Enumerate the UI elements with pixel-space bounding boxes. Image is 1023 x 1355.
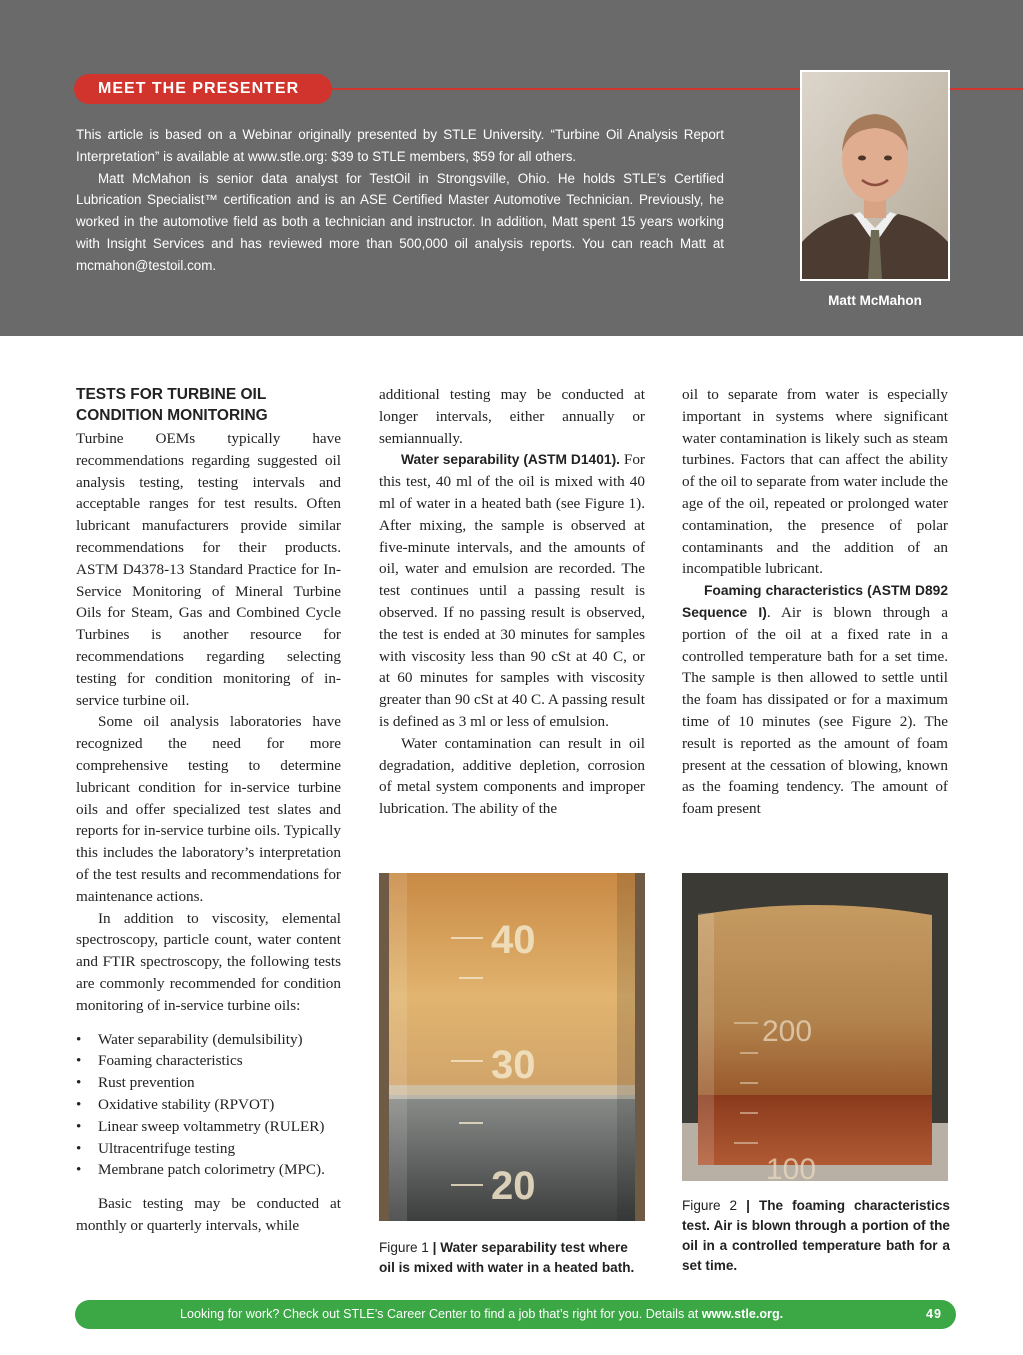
graduation-mark: 200	[762, 1015, 813, 1048]
column-2	[379, 384, 645, 820]
caption-text: Water separability test where oil is mixed with water in a heated bath.	[379, 1240, 635, 1275]
paragraph: In addition to viscosity, elemental spectroscopy, particle count, water content and FTIR spectroscopy, the following tests are commonly recommended for condition monitoring of in-service turbine oils:	[76, 909, 341, 1014]
column-3	[682, 384, 948, 820]
footer-text: Looking for work? Check out STLE’s Career Center to find a job that’s right for you. Details at	[180, 1307, 702, 1321]
presenter-intro	[76, 124, 724, 277]
paragraph: Basic testing may be conducted at monthly or quarterly intervals, while	[76, 1195, 341, 1234]
section-heading: TESTS FOR TURBINE OIL CONDITION MONITORING	[76, 386, 268, 424]
water-separability-image	[379, 873, 645, 1221]
portrait-image	[802, 72, 948, 279]
figure-label: Figure 2	[682, 1198, 738, 1213]
column-1	[76, 384, 341, 1237]
paragraph-text: . Air is blown through a portion of the oil at a fixed rate in a controlled temperature bath for a set time. The sample is then allowed to settle until the foam has dissipated or for a maximum time of 10 minutes (see Figure 2). The result is reported as the amount of foam present at the cessation of blowing, known as the foaming tendency. The amount of foam present	[682, 603, 948, 818]
subsection-heading: Water separability (ASTM D1401).	[401, 452, 621, 468]
figure-1-caption	[379, 1238, 647, 1278]
paragraph: Turbine OEMs typically have recommendations regarding suggested oil analysis testing, testing intervals and acceptable ranges for test results. Often lubricant manufacturers provide similar recommendations for their products. ASTM D4378-13 Standard Practice for In-Service Monitoring of Mineral Turbine Oils for Steam, Gas and Combined Cycle Turbines is another resource for recommendations regarding selecting testing for condition monitoring of in-service turbine oil.	[76, 430, 341, 709]
footer-link[interactable]: www.stle.org.	[701, 1307, 784, 1321]
list-item: • Membrane patch colorimetry (MPC).	[76, 1159, 341, 1181]
test-list	[76, 1029, 341, 1182]
graduation-mark: 40	[491, 918, 536, 962]
page-number: 49	[925, 1307, 942, 1321]
caption-separator: |	[746, 1198, 750, 1213]
paragraph	[379, 449, 645, 732]
list-item: • Ultracentrifuge testing	[76, 1138, 341, 1160]
foaming-test-image	[682, 873, 948, 1181]
paragraph: oil to separate from water is especially important in systems where significant water contamination is likely such as steam turbines. Factors that can affect the ability of the oil to separate from water include the age of the oil, repeated or prolonged water contamination, the presence of polar contaminants and the addition of an incompatible lubricant.	[682, 386, 948, 578]
paragraph: Some oil analysis laboratories have recognized the need for more comprehensive testing to determine lubricant condition for in-service turbine oils and offer specialized test slates and reports for in-service turbine oils. Typically this includes the laboratory’s interpretation of the test results and recommendations for maintenance actions.	[76, 713, 341, 905]
list-item: • Foaming characteristics	[76, 1050, 341, 1072]
graduation-mark: 100	[766, 1153, 817, 1181]
list-item: • Oxidative stability (RPVOT)	[76, 1094, 341, 1116]
subsection-heading: Foaming characteristics (ASTM D892 Sequence I)	[682, 583, 948, 620]
figure-1-photo	[379, 873, 645, 1221]
graduation-mark: 30	[491, 1043, 536, 1087]
intro-paragraph: This article is based on a Webinar originally presented by STLE University. “Turbine Oil Analysis Report Interpretation” is available at www.stle.org: $39 to STLE members, $59 for all others.	[76, 127, 724, 164]
footer-message	[180, 1300, 783, 1329]
footer-bar	[75, 1300, 956, 1329]
bio-paragraph: Matt McMahon is senior data analyst for TestOil in Strongsville, Ohio. He holds STLE’s Certified Lubrication Specialist™ certification and is an ASE Certified Master Automotive Technician. Previously, he worked in the automotive field as both a technician and instructor. In addition, Matt spent 15 years working with Insight Services and has reviewed more than 500,000 oil analysis reports. You can reach Matt at mcmahon@testoil.com.	[76, 170, 724, 273]
section-tag: MEET THE PRESENTER	[74, 74, 332, 104]
list-item: • Rust prevention	[76, 1072, 341, 1094]
graduation-mark: 20	[491, 1164, 536, 1208]
list-item: • Water separability (demulsibility)	[76, 1029, 341, 1051]
photo-caption: Matt McMahon	[828, 293, 922, 308]
figure-2-photo	[682, 873, 948, 1181]
caption-separator: |	[432, 1240, 437, 1255]
figure-2-caption	[682, 1196, 950, 1276]
list-item: • Linear sweep voltammetry (RULER)	[76, 1116, 341, 1138]
figure-label: Figure 1	[379, 1240, 429, 1255]
presenter-photo	[800, 70, 950, 281]
paragraph	[682, 580, 948, 820]
paragraph: Water contamination can result in oil degradation, additive depletion, corrosion of metal system components and improper lubrication. The ability of the	[379, 734, 645, 818]
caption-text: The foaming characteristics test. Air is blown through a portion of the oil in a controlled temperature bath for a set time.	[682, 1198, 950, 1273]
paragraph: additional testing may be conducted at longer intervals, either annually or semiannually.	[379, 386, 645, 447]
paragraph-text: For this test, 40 ml of the oil is mixed with 40 ml of water in a heated bath (see Figure 1). After mixing, the sample is observed at five-minute intervals, and the amounts of oil, water and emulsion are recorded. The test continues until a passing result is observed. If no passing result is observed, the test is ended at 30 minutes for samples with viscosity less than 90 cSt at 40 C, or at 60 minutes for samples with viscosity greater than 90 cSt at 40 C. A passing result is defined as 3 ml or less of emulsion.	[379, 451, 645, 730]
